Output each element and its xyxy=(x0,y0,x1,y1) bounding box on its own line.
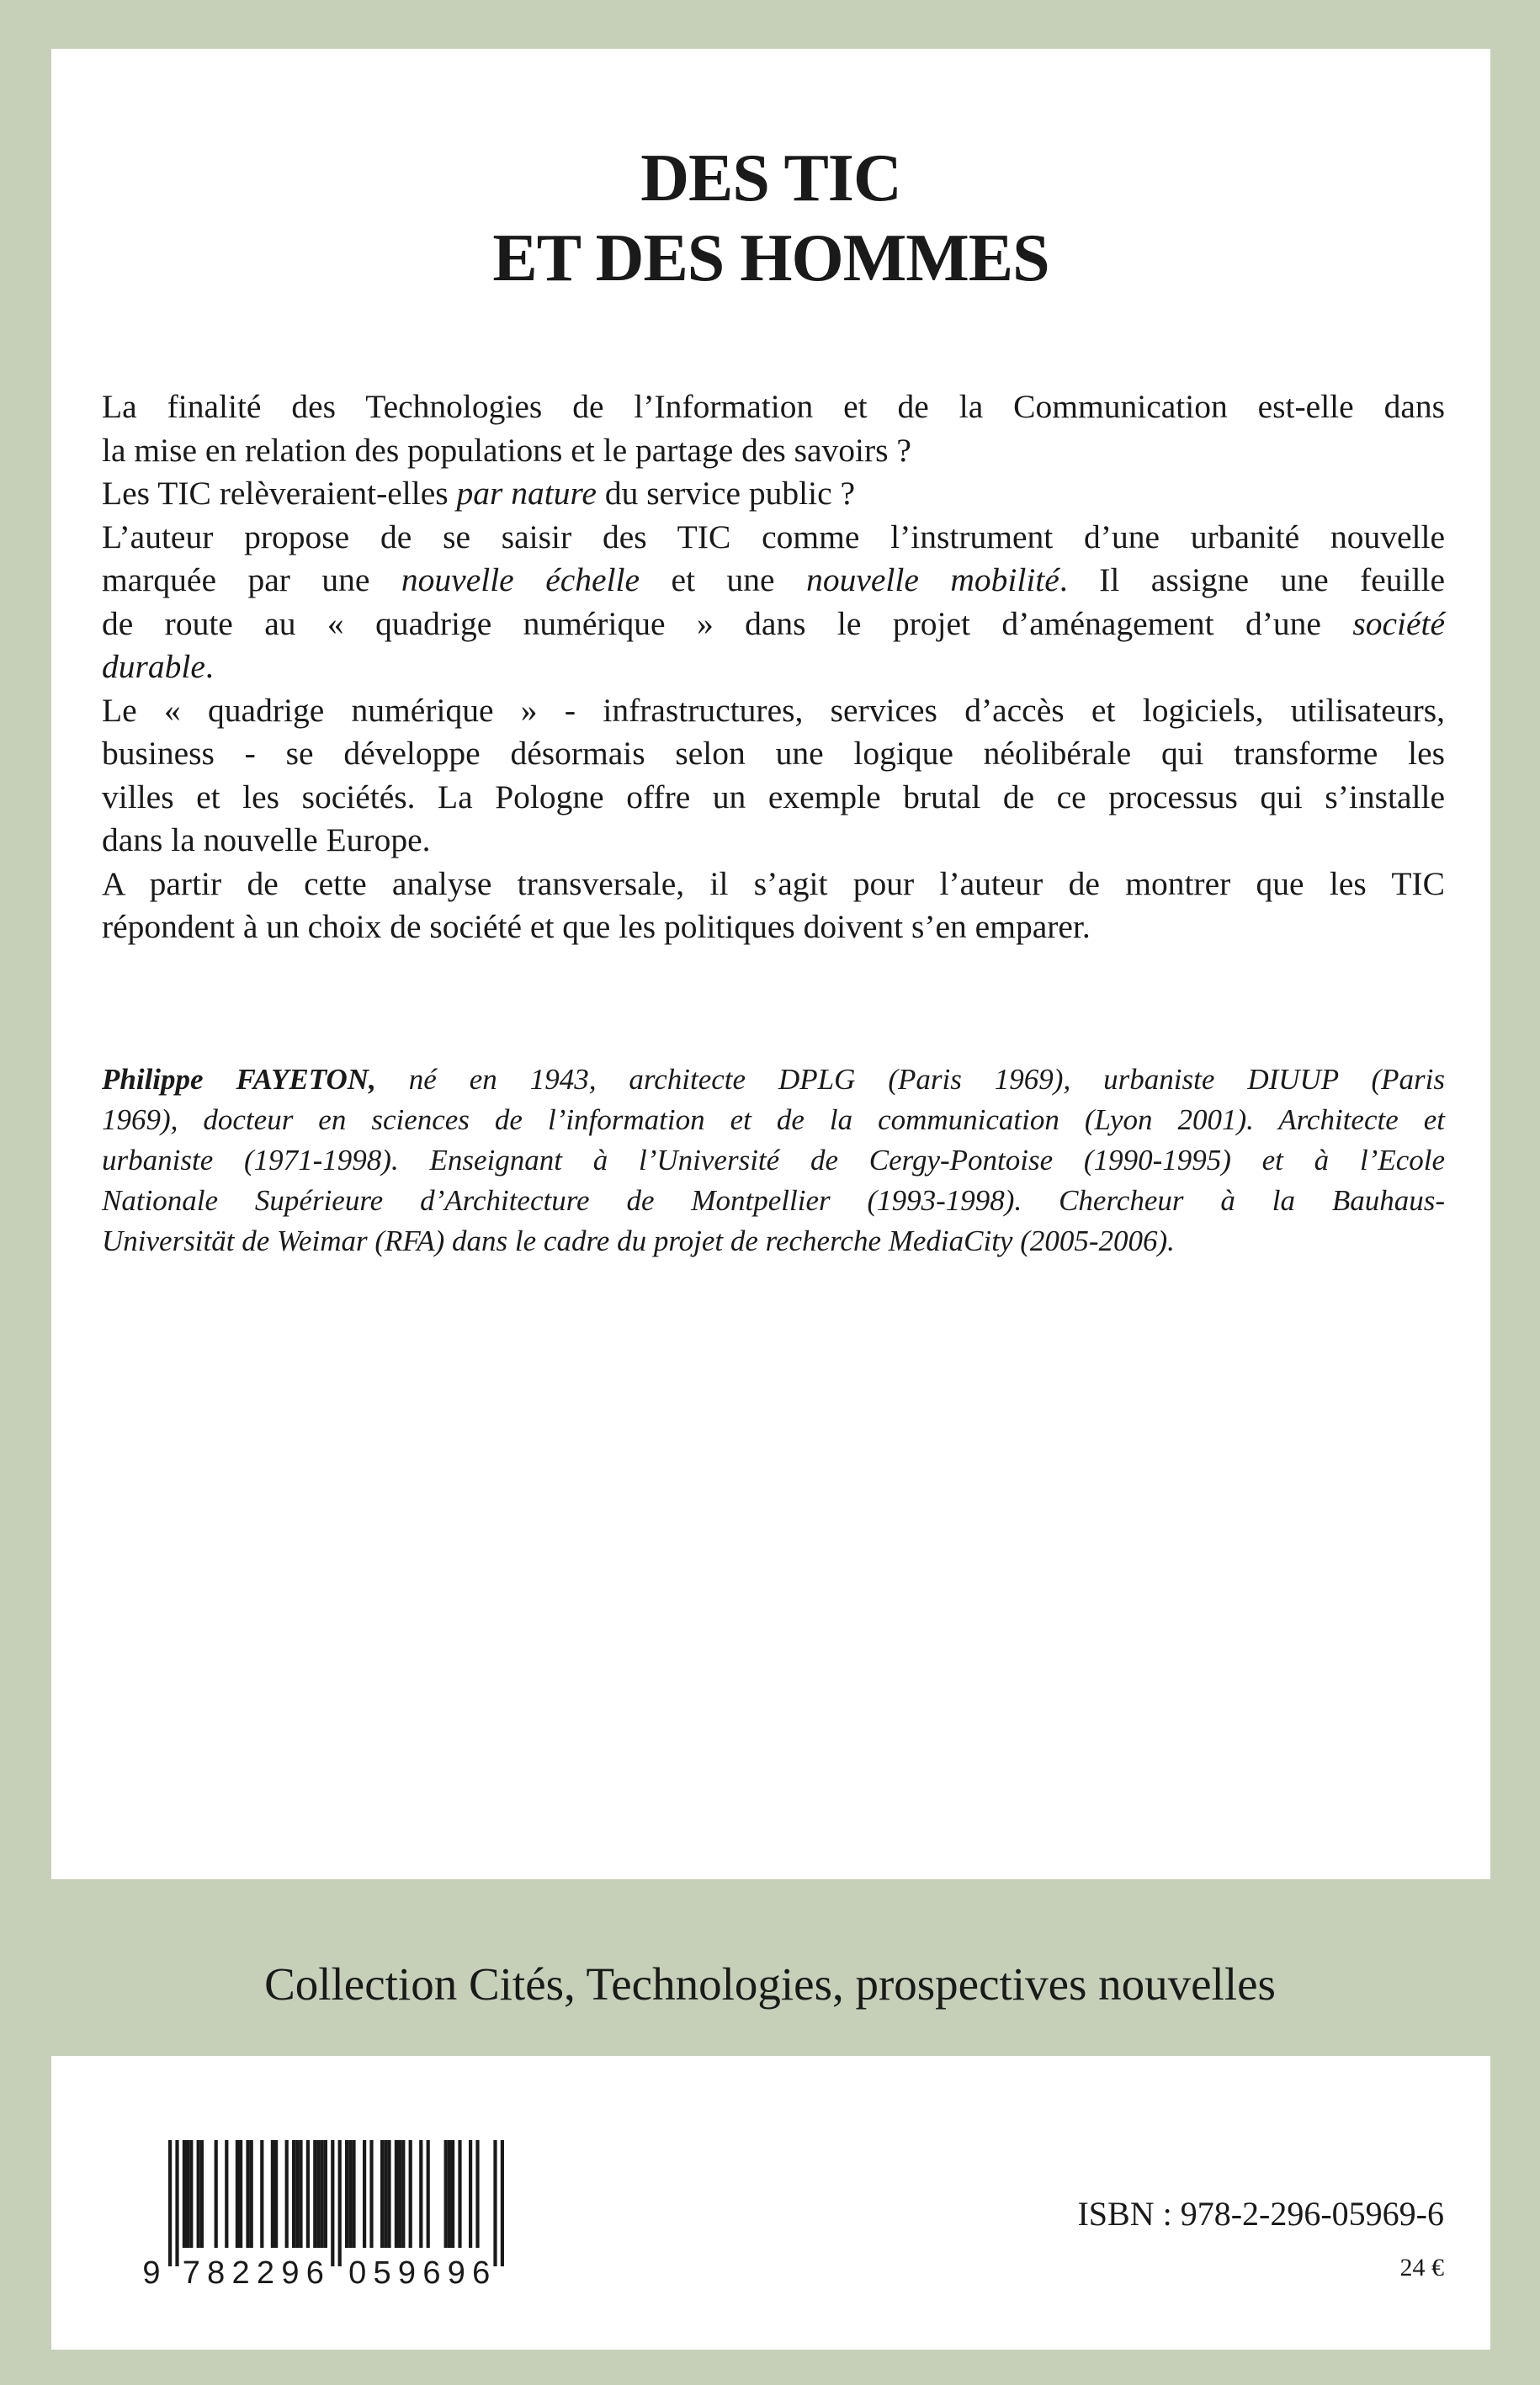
summary-line xyxy=(102,863,1445,906)
barcode-digit: 2 xyxy=(256,2255,275,2291)
author-name: Philippe FAYETON, xyxy=(102,1063,376,1096)
summary-line xyxy=(102,429,1445,473)
text-segment: A partir de cette analyse transversale, il s’agit pour l’auteur de montrer que les TIC xyxy=(102,864,1445,902)
barcode-bar xyxy=(469,2140,472,2248)
barcode-bar xyxy=(168,2140,172,2266)
barcode-bar xyxy=(380,2140,384,2248)
barcode-bar xyxy=(299,2140,302,2248)
barcode-bar xyxy=(401,2140,405,2248)
summary-line xyxy=(102,906,1445,949)
barcode-bar xyxy=(306,2140,310,2248)
barcode-bar xyxy=(419,2140,422,2248)
bio-line xyxy=(102,1221,1445,1262)
text-segment: la mise en relation des populations et le partage des savoirs ? xyxy=(102,431,911,469)
barcode-digit: 2 xyxy=(231,2255,250,2291)
barcode-bar xyxy=(338,2140,342,2266)
barcode-bar xyxy=(274,2140,278,2248)
barcode-digit: 6 xyxy=(472,2255,491,2291)
barcode-bar xyxy=(387,2140,390,2248)
barcode-bar xyxy=(225,2140,228,2248)
barcode-bar xyxy=(175,2140,178,2266)
text-segment: né en 1943, architecte DPLG (Paris 1969), urbaniste DIUUP (Paris xyxy=(375,1063,1445,1096)
barcode-digit: 6 xyxy=(422,2255,441,2291)
bio-line xyxy=(102,1100,1445,1140)
barcode-bar xyxy=(321,2140,324,2248)
barcode-bar xyxy=(331,2140,334,2266)
text-segment: . Il assigne une feuille xyxy=(1059,561,1445,598)
bio-line xyxy=(102,1181,1445,1221)
text-segment: et une xyxy=(640,561,807,598)
text-segment: villes et les sociétés. La Pologne offre un exemple brutal de ce processus qui s’installe xyxy=(102,778,1445,815)
barcode-bar xyxy=(395,2140,398,2248)
text-segment: Nationale Supérieure d’Architecture de Montpellier (1993-1998). Chercheur à la Bauhaus- xyxy=(102,1184,1445,1217)
text-segment: du service public ? xyxy=(596,475,856,512)
back-cover-text-panel xyxy=(51,49,1490,1879)
text-segment: business - se développe désormais selon une logique néolibérale qui transforme les xyxy=(102,735,1445,772)
summary-line xyxy=(102,776,1445,820)
title-line-1: DES TIC xyxy=(640,141,901,215)
barcode-bar xyxy=(501,2140,504,2266)
barcode-bar xyxy=(189,2140,193,2248)
barcode-bar xyxy=(493,2140,497,2266)
barcode-bar xyxy=(197,2140,200,2248)
barcode-bar xyxy=(186,2140,189,2248)
barcode-bar xyxy=(313,2140,316,2248)
text-segment: Universität de Weimar (RFA) dans le cadre du projet de recherche MediaCity (2005-2006). xyxy=(102,1224,1175,1257)
emphasis-text: société xyxy=(1352,604,1445,642)
barcode-digit: 8 xyxy=(207,2255,226,2291)
summary-line xyxy=(102,732,1445,776)
summary-line xyxy=(102,516,1445,560)
text-segment: 1969), docteur en sciences de l’information et de la communication (Lyon 2001). Architecte et xyxy=(102,1103,1445,1136)
summary-line xyxy=(102,603,1445,646)
barcode-bar xyxy=(475,2140,479,2248)
text-segment: Les TIC relèveraient-elles xyxy=(102,475,457,512)
barcode-bar xyxy=(451,2140,454,2248)
text-segment: dans la nouvelle Europe. xyxy=(102,821,431,858)
text-segment: marquée par une xyxy=(102,561,401,598)
barcode-digit: 9 xyxy=(142,2255,161,2291)
barcode-bar xyxy=(260,2140,263,2248)
barcode-bar xyxy=(200,2140,204,2248)
book-title xyxy=(51,139,1490,299)
barcode-bar xyxy=(348,2140,352,2248)
barcode-digit: 9 xyxy=(397,2255,417,2291)
isbn-number: ISBN : 978-2-296-05969-6 xyxy=(1077,2195,1444,2233)
text-segment: La finalité des Technologies de l’Information et de la Communication est-elle dans xyxy=(102,388,1445,425)
barcode-bar xyxy=(409,2140,412,2248)
barcode-bar xyxy=(427,2140,430,2248)
barcode-bar xyxy=(444,2140,448,2248)
barcode-bar xyxy=(352,2140,355,2248)
barcode-digit: 7 xyxy=(182,2255,200,2291)
emphasis-text: nouvelle mobilité xyxy=(806,561,1059,598)
barcode-bar xyxy=(246,2140,249,2248)
barcode-bar xyxy=(292,2140,295,2248)
barcode-bar xyxy=(363,2140,366,2248)
barcode-bar xyxy=(458,2140,461,2248)
text-segment: L’auteur propose de se saisir des TIC comme l’instrument d’une urbanité nouvelle xyxy=(102,518,1445,555)
price: 24 € xyxy=(1399,2254,1444,2281)
emphasis-text: nouvelle échelle xyxy=(401,561,640,598)
barcode-bar xyxy=(448,2140,451,2248)
text-segment: répondent à un choix de société et que les politiques doivent s’en emparer. xyxy=(102,908,1091,945)
isbn-barcode xyxy=(140,2140,510,2292)
summary-line xyxy=(102,385,1445,429)
barcode-bar xyxy=(295,2140,299,2248)
emphasis-text: durable xyxy=(102,648,205,685)
barcode-bar xyxy=(271,2140,274,2248)
barcode-digit: 5 xyxy=(373,2255,391,2291)
barcode-bar xyxy=(183,2140,186,2248)
barcode-bar xyxy=(384,2140,387,2248)
summary-line xyxy=(102,819,1445,863)
barcode-bar xyxy=(285,2140,289,2248)
barcode-bar xyxy=(239,2140,242,2248)
summary-line xyxy=(102,689,1445,733)
barcode-bar xyxy=(345,2140,348,2248)
text-segment: de route au « quadrige numérique » dans le projet d’aménagement d’une xyxy=(102,604,1353,642)
bio-line xyxy=(102,1140,1445,1181)
barcode-bar xyxy=(236,2140,239,2248)
barcode-digit: 0 xyxy=(348,2255,367,2291)
barcode-bar xyxy=(324,2140,327,2248)
barcode-bar xyxy=(398,2140,401,2248)
author-biography xyxy=(102,1060,1445,1262)
text-segment: . xyxy=(204,648,214,685)
title-line-2: ET DES HOMMES xyxy=(492,221,1049,295)
barcode-bar xyxy=(215,2140,218,2248)
bio-line xyxy=(102,1060,1445,1100)
barcode-digit: 6 xyxy=(305,2255,324,2291)
barcode-panel xyxy=(51,2056,1490,2350)
text-segment: Le « quadrige numérique » - infrastructures, services d’accès et logiciels, utilisateurs, xyxy=(102,691,1445,729)
barcode-digit: 9 xyxy=(447,2255,465,2291)
barcode-bar xyxy=(316,2140,320,2248)
summary-line xyxy=(102,645,1445,689)
barcode-digit: 9 xyxy=(281,2255,300,2291)
emphasis-text: par nature xyxy=(456,475,597,512)
book-summary xyxy=(102,385,1445,949)
text-segment: urbaniste (1971-1998). Enseignant à l’Université de Cergy-Pontoise (1990-1995) et à l’Ecole xyxy=(102,1144,1445,1177)
summary-line xyxy=(102,472,1445,516)
collection-name: Collection Cités, Technologies, prospectives nouvelles xyxy=(264,1958,1276,2010)
summary-line xyxy=(102,559,1445,603)
barcode-bar xyxy=(250,2140,253,2248)
barcode-bar xyxy=(369,2140,373,2248)
